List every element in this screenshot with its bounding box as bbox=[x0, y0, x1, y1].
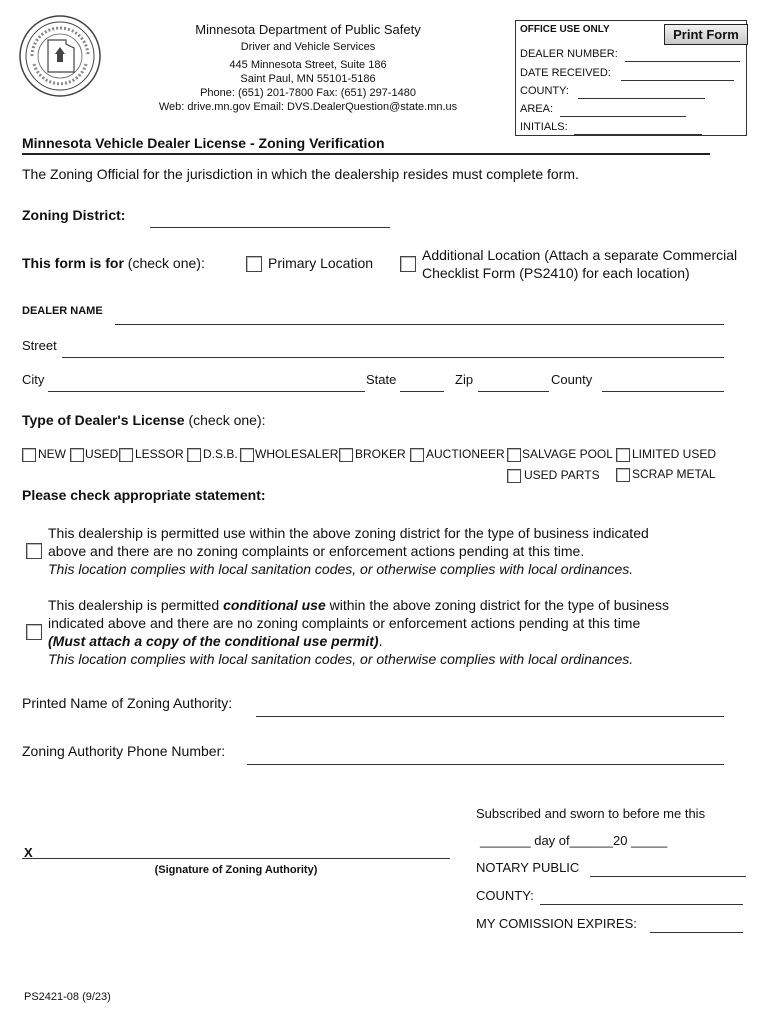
license-used-parts-label: USED PARTS bbox=[524, 468, 600, 482]
license-broker-label: BROKER bbox=[355, 447, 406, 461]
county-field[interactable] bbox=[602, 391, 724, 392]
stmt1-line2: above and there are no zoning complaints or enforcement actions pending at this time. bbox=[48, 543, 585, 559]
print-form-button[interactable]: Print Form bbox=[664, 24, 748, 45]
stmt2-line2: indicated above and there are no zoning complaints or enforcement actions pending at this time bbox=[48, 615, 641, 631]
license-scrap-metal-label: SCRAP METAL bbox=[632, 467, 716, 481]
statement-conditional-checkbox[interactable] bbox=[26, 624, 42, 640]
printed-name-field[interactable] bbox=[256, 716, 724, 717]
city-field[interactable] bbox=[48, 391, 365, 392]
state-label: State bbox=[366, 372, 397, 387]
statement-conditional-text bbox=[48, 596, 748, 668]
signature-x: X bbox=[24, 845, 33, 860]
additional-location-line2: Checklist Form (PS2410) for each location) bbox=[422, 265, 690, 281]
license-type-label bbox=[22, 412, 266, 428]
notary-public-field[interactable] bbox=[590, 876, 746, 877]
additional-location-line1: Additional Location (Attach a separate Commercial bbox=[422, 247, 738, 263]
zoning-district-field[interactable] bbox=[150, 227, 390, 228]
authority-phone-field[interactable] bbox=[247, 764, 724, 765]
notary-day-line: _______ day of______20 _____ bbox=[480, 833, 668, 848]
stmt2-line1 bbox=[48, 596, 748, 614]
date-received-label: DATE RECEIVED: bbox=[520, 67, 611, 79]
county-label: County bbox=[551, 372, 593, 387]
office-county-label: COUNTY: bbox=[520, 85, 569, 97]
dealer-name-label: DEALER NAME bbox=[22, 305, 103, 317]
license-used-checkbox[interactable] bbox=[70, 448, 84, 462]
date-received-line[interactable] bbox=[621, 80, 734, 81]
commission-expires-field[interactable] bbox=[650, 932, 743, 933]
zoning-district-label: Zoning District: bbox=[22, 207, 126, 223]
statement-permitted-text bbox=[48, 524, 748, 578]
license-wholesaler-checkbox[interactable] bbox=[240, 448, 254, 462]
license-dsb-checkbox[interactable] bbox=[187, 448, 201, 462]
form-for-label bbox=[22, 255, 205, 271]
license-salvage-pool-checkbox[interactable] bbox=[507, 448, 521, 462]
office-county-line[interactable] bbox=[578, 98, 705, 99]
stmt2-pre: This dealership is permitted bbox=[48, 597, 224, 613]
primary-location-checkbox[interactable] bbox=[246, 256, 262, 272]
stmt2-bold: conditional use bbox=[223, 597, 326, 613]
license-used-parts-checkbox[interactable] bbox=[507, 469, 521, 483]
form-title: Minnesota Vehicle Dealer License - Zoning Verification bbox=[22, 135, 385, 151]
printed-name-label: Printed Name of Zoning Authority: bbox=[22, 695, 233, 711]
statement-permitted-checkbox[interactable] bbox=[26, 543, 42, 559]
license-lessor-label: LESSOR bbox=[135, 447, 184, 461]
dealer-number-line[interactable] bbox=[625, 61, 740, 62]
area-line[interactable] bbox=[560, 116, 686, 117]
initials-label: INITIALS: bbox=[520, 121, 568, 133]
stmt2-line3-bold: (Must attach a copy of the conditional use permit) bbox=[48, 633, 379, 649]
license-limited-used-checkbox[interactable] bbox=[616, 448, 630, 462]
state-field[interactable] bbox=[400, 391, 444, 392]
dealer-name-field[interactable] bbox=[115, 324, 724, 325]
form-code: PS2421-08 (9/23) bbox=[24, 991, 111, 1003]
notary-public-label: NOTARY PUBLIC bbox=[476, 860, 580, 875]
agency-city: Saint Paul, MN 55101-5186 bbox=[240, 73, 376, 85]
area-label: AREA: bbox=[520, 103, 554, 115]
initials-line[interactable] bbox=[574, 134, 702, 135]
stmt2-line3-end: . bbox=[378, 633, 383, 649]
street-field[interactable] bbox=[62, 357, 724, 358]
signature-caption: (Signature of Zoning Authority) bbox=[154, 864, 318, 876]
additional-location-checkbox[interactable] bbox=[400, 256, 416, 272]
dealer-number-label: DEALER NUMBER: bbox=[520, 48, 618, 60]
license-type-rest: (check one): bbox=[184, 412, 266, 428]
title-rule bbox=[22, 153, 710, 155]
city-label: City bbox=[22, 372, 45, 387]
agency-name: Minnesota Department of Public Safety bbox=[195, 22, 421, 37]
state-seal-logo bbox=[18, 14, 102, 98]
zip-field[interactable] bbox=[478, 391, 549, 392]
division-name: Driver and Vehicle Services bbox=[240, 41, 376, 53]
office-use-title: OFFICE USE ONLY bbox=[520, 24, 610, 35]
authority-phone-label: Zoning Authority Phone Number: bbox=[22, 743, 226, 759]
notary-county-field[interactable] bbox=[540, 904, 743, 905]
additional-location-label bbox=[422, 246, 737, 282]
license-scrap-metal-checkbox[interactable] bbox=[616, 468, 630, 482]
license-new-label: NEW bbox=[38, 447, 66, 461]
notary-sworn-text: Subscribed and sworn to before me this bbox=[476, 806, 706, 821]
stmt2-post: within the above zoning district for the type of business bbox=[325, 597, 669, 613]
license-salvage-pool-label: SALVAGE POOL bbox=[522, 447, 613, 461]
instruction-text: The Zoning Official for the jurisdiction in which the dealership resides must complete form. bbox=[22, 166, 579, 182]
stmt2-line4: This location complies with local sanitation codes, or otherwise complies with local ordinances. bbox=[48, 651, 634, 667]
stmt2-line3 bbox=[48, 632, 748, 650]
license-dsb-label: D.S.B. bbox=[203, 447, 238, 461]
signature-field[interactable] bbox=[22, 858, 450, 859]
license-type-bold: Type of Dealer's License bbox=[22, 412, 185, 428]
form-for-rest: (check one): bbox=[123, 255, 205, 271]
license-broker-checkbox[interactable] bbox=[339, 448, 353, 462]
license-auctioneer-label: AUCTIONEER bbox=[426, 447, 505, 461]
zip-label: Zip bbox=[455, 372, 474, 387]
license-wholesaler-label: WHOLESALER bbox=[255, 447, 339, 461]
primary-location-label: Primary Location bbox=[268, 255, 374, 271]
license-lessor-checkbox[interactable] bbox=[119, 448, 133, 462]
street-label: Street bbox=[22, 338, 57, 353]
stmt1-line3: This location complies with local sanitation codes, or otherwise complies with local ordinances. bbox=[48, 561, 634, 577]
agency-web: Web: drive.mn.gov Email: DVS.DealerQuestion@state.mn.us bbox=[158, 101, 458, 113]
commission-expires-label: MY COMISSION EXPIRES: bbox=[476, 916, 637, 931]
statement-heading: Please check appropriate statement: bbox=[22, 487, 266, 503]
license-limited-used-label: LIMITED USED bbox=[632, 447, 717, 461]
license-used-label: USED bbox=[85, 447, 119, 461]
notary-county-label: COUNTY: bbox=[476, 888, 534, 903]
agency-phone: Phone: (651) 201-7800 Fax: (651) 297-1480 bbox=[200, 87, 416, 99]
form-for-bold: This form is for bbox=[22, 255, 124, 271]
license-auctioneer-checkbox[interactable] bbox=[410, 448, 424, 462]
agency-address: 445 Minnesota Street, Suite 186 bbox=[229, 59, 387, 71]
license-new-checkbox[interactable] bbox=[22, 448, 36, 462]
stmt1-line1: This dealership is permitted use within the above zoning district for the type of business indicated bbox=[48, 525, 649, 541]
